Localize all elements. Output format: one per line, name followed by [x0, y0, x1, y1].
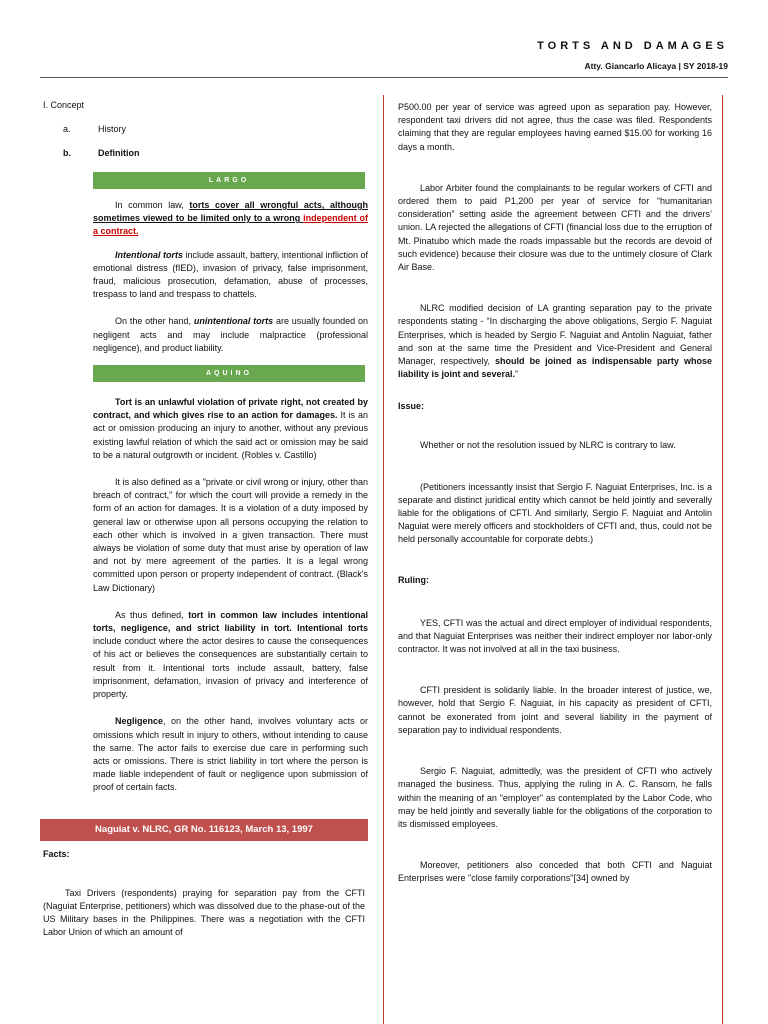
right-column — [383, 95, 723, 1024]
largo-paragraph-3 — [93, 315, 368, 355]
facts-paragraph-1: Taxi Drivers (respondents) praying for separation pay from the CFTI (Naguiat Enterprise, petitioners) which was dissolved due to the phase-out of the US Military bases in the Philippines. There was a negotiation with the CFTI Labor Union of which an amount of — [43, 887, 365, 938]
aquino-paragraph-2: It is also defined as a "private or civil wrong or injury, other than breach of contract," for which the court will provide a remedy in the form of an action for damages. It is a violation of a duty imposed by general law or otherwise upon all persons occupying the relation to each other which is involved in a given transaction. There must always be violation of some duty that must arise by operation of law and not by mere agreement of the parties. It is a legal wrong committed upon person or property independent of contract. (Black's Law Dictionary) — [93, 477, 368, 593]
aquino-banner: AQUINO — [93, 365, 365, 382]
text: ” — [515, 369, 519, 380]
document-title: TORTS AND DAMAGES — [537, 40, 728, 52]
largo-banner: LARGO — [93, 172, 365, 189]
outline-label: History — [98, 124, 127, 134]
issue-paragraph-1: Whether or not the resolution issued by NLRC is contrary to law. — [420, 440, 676, 451]
facts-paragraph-2: Labor Arbiter found the complainants to be regular workers of CFTI and ordered them to paid P1,200 per year of service for “humanitarian consideration” setting aside the agreement between CFTI and the drivers’ union. LA rejected the allegations of CFTI (financial loss due to the erruption of Mt. Pinatubo which made the roads impassable but the records are devoid of such evidence) because their closure was due to the untimely closure of Clark Air Base. — [398, 182, 712, 273]
emphasis-text: Intentional torts — [115, 249, 184, 260]
text: include conduct where the actor desires to cause the consequences of his act or believes the consequences are substantially certain to result from it. Intentional torts include assault, battery, false imprisonment, defamation, invasion of privacy and interference of property. — [93, 636, 368, 700]
header-divider — [40, 77, 728, 78]
aquino-paragraph-4 — [93, 715, 368, 794]
ruling-paragraph-3: Sergio F. Naguiat, admittedly, was the president of CFTI who actively managed the business. Thus, applying the ruling in A. C. Ransom, he falls within the meaning of an "employer" as contemplated by the Labor Code, who may be held jointly and severally liable for the obligations of the corporation to its dismissed employees. — [398, 766, 712, 829]
left-column — [43, 100, 368, 939]
aquino-paragraph-1 — [93, 396, 368, 462]
text: As thus defined, — [115, 609, 189, 620]
bold-text: Negligence — [115, 716, 164, 727]
aquino-paragraph-3 — [93, 609, 368, 701]
text: , on the other hand, involves voluntary acts or omissions which result in injury to others, without intending to cause the same. The actor fails to exercise due care in performing such acts or omissions. There is strict liability in tort where the person is made liable independent of fault or negligence upon submission of proof of certain facts. — [93, 716, 368, 793]
text: NLRC modified decision of LA granting separation pay to the private respondents stating - “In discharging the above obligations, Sergio F. Naguiat Enterprises, which is headed by Sergio F. Naguiat and Antolin Naguiat, father and son at the same time the President and Vice-President and General Manager, respectively, — [398, 303, 712, 367]
outline-label: Definition — [98, 148, 140, 158]
bold-text: Tort is an unlawful violation of private right, not created by contract, and which gives rise to an action for damages. — [93, 397, 368, 421]
emphasis-text: unintentional torts — [193, 316, 274, 327]
definition-section — [43, 172, 368, 795]
red-underlined-text: independent of a contract. — [93, 213, 368, 237]
largo-paragraph-2 — [93, 249, 368, 302]
outline-concept: I. Concept — [43, 100, 85, 110]
facts-heading: Facts: — [43, 848, 70, 859]
outline-definition — [63, 148, 368, 158]
bold-text: should be joined as indispensable party whose liability is joint and several. — [398, 356, 712, 380]
issue-paragraph-2: (Petitioners incessantly insist that Sergio F. Naguiat Enterprises, Inc. is a separate and distinct juridical entity which cannot be held jointly and severally liable for the obligations of CFTI. And similarly, Sergio F. Naguiat and Antolin Naguiat were merely officers and stockholders of CFTI and, thus, could not be held personally accountable for corporate debts.) — [398, 481, 712, 545]
outline-letter: a. — [63, 124, 71, 134]
ruling-paragraph-4: Moreover, petitioners also conceded that both CFTI and Naguiat Enterprises were "close family corporations"[34] owned by — [398, 860, 712, 884]
text: It is an act or omission producing an injury to another, without any previous existing lawful relation of which the said act or omission may be said to be a natural outgrowth or incident. (Robles v. Castillo) — [93, 410, 369, 460]
ruling-heading: Ruling: — [398, 574, 429, 585]
issue-heading: Issue: — [398, 401, 425, 412]
bold-text: tort in common law includes intentional torts, negligence, and strict liability in tort. Intentional torts — [93, 609, 369, 634]
largo-paragraph-1 — [93, 199, 368, 239]
text: include assault, battery, intentional infliction of emotional distress (fIED), invasion of privacy, false imprisonment, fraud, malicious prosecution, defamation, abuse of processes, trespass to land and trespass to chattels. — [93, 249, 368, 300]
ruling-paragraph-1: YES, CFTI was the actual and direct employer of individual respondents, and that Naguiat Enterprises was neither their indirect employer nor labor-only contractor. It was not involved at all in the taxi business. — [398, 617, 712, 655]
underlined-text: torts cover all wrongful acts, although sometimes viewed to be limited only to a wrong — [93, 200, 368, 224]
facts-paragraph-1-continued: P500.00 per year of service was agreed upon as separation pay. However, respondent taxi drivers did not agree, thus the case was filed. Respondents claiming that they are regular employees having earned $15.00 for working 16 days a month. — [398, 102, 712, 152]
outline-letter: b. — [63, 148, 71, 158]
outline-history — [63, 124, 368, 134]
case-title-banner: Naguiat v. NLRC, GR No. 116123, March 13, 1997 — [40, 819, 368, 841]
facts-paragraph-3 — [398, 302, 712, 381]
ruling-paragraph-2: CFTI president is solidarily liable. In the broader interest of justice, we, however, hold that Sergio F. Naguiat, in his capacity as president of CFTI, cannot be exonerated from joint and several liability in the payment of separation pay to individual respondents. — [398, 685, 712, 735]
text: On the other hand, — [115, 316, 194, 327]
text: are usually founded on negligent acts and may include malpractice (professional negligence), and product liability. — [93, 316, 368, 353]
author-line: Atty. Giancarlo Alicaya | SY 2018-19 — [584, 61, 728, 71]
text: In common law, — [115, 200, 190, 210]
